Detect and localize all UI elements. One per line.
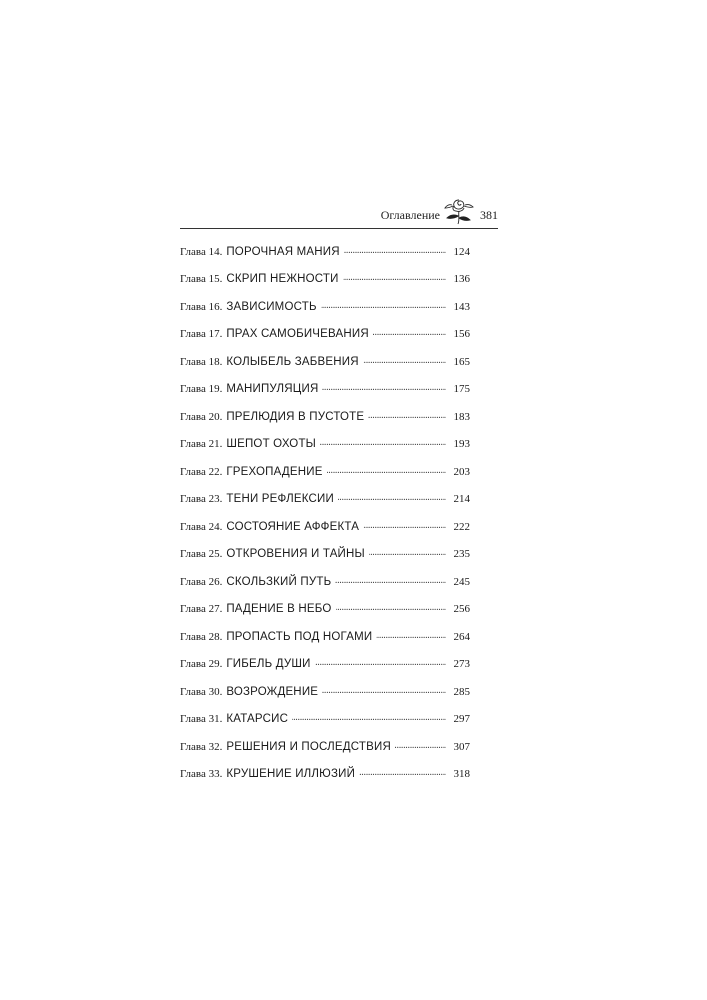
dot-leader (335, 578, 446, 590)
chapter-title: ПОРОЧНАЯ МАНИЯ (226, 245, 340, 258)
chapter-title: ОТКРОВЕНИЯ И ТАЙНЫ (226, 548, 365, 561)
chapter-label: Глава 15. (180, 273, 223, 286)
chapter-label: Глава 26. (180, 575, 223, 588)
dot-leader (363, 523, 446, 535)
chapter-page-number: 235 (453, 548, 470, 561)
toc-entry (180, 458, 470, 486)
header-divider (180, 228, 498, 229)
chapter-label: Глава 22. (180, 465, 223, 478)
toc-entry (180, 376, 470, 404)
chapter-title: ШЕПОТ ОХОТЫ (226, 438, 317, 451)
toc-entry (180, 678, 470, 706)
chapter-title: КРУШЕНИЕ ИЛЛЮЗИЙ (226, 768, 356, 781)
chapter-label: Глава 16. (180, 300, 223, 313)
dot-leader (322, 688, 446, 700)
dot-leader (373, 330, 446, 342)
chapter-page-number: 222 (453, 520, 470, 533)
dot-leader (359, 770, 446, 782)
toc-entry (180, 266, 470, 294)
table-of-contents (180, 238, 470, 788)
toc-entry (180, 761, 470, 789)
dot-leader (368, 413, 446, 425)
toc-entry (180, 733, 470, 761)
chapter-page-number: 245 (453, 575, 470, 588)
chapter-label: Глава 28. (180, 630, 223, 643)
dot-leader (336, 605, 446, 617)
chapter-label: Глава 20. (180, 410, 223, 423)
chapter-title: СКОЛЬЗКИЙ ПУТЬ (226, 575, 332, 588)
toc-entry (180, 238, 470, 266)
chapter-label: Глава 24. (180, 520, 223, 533)
chapter-label: Глава 29. (180, 658, 223, 671)
toc-entry (180, 596, 470, 624)
dot-leader (320, 440, 446, 452)
chapter-label: Глава 27. (180, 603, 223, 616)
toc-entry (180, 568, 470, 596)
chapter-label: Глава 19. (180, 383, 223, 396)
chapter-page-number: 175 (453, 383, 470, 396)
chapter-page-number: 214 (453, 493, 470, 506)
dot-leader (376, 633, 446, 645)
chapter-title: ПРОПАСТЬ ПОД НОГАМИ (226, 630, 373, 643)
chapter-page-number: 124 (453, 245, 470, 258)
chapter-label: Глава 31. (180, 713, 223, 726)
chapter-page-number: 183 (453, 410, 470, 423)
chapter-page-number: 256 (453, 603, 470, 616)
toc-entry (180, 348, 470, 376)
toc-entry (180, 486, 470, 514)
chapter-label: Глава 21. (180, 438, 223, 451)
chapter-title: ПРАХ САМОБИЧЕВАНИЯ (226, 328, 369, 341)
dot-leader (395, 743, 446, 755)
running-header (180, 196, 498, 230)
chapter-title: ГРЕХОПАДЕНИЕ (226, 465, 323, 478)
chapter-title: МАНИПУЛЯЦИЯ (226, 383, 319, 396)
chapter-label: Глава 23. (180, 493, 223, 506)
dot-leader (343, 275, 446, 287)
chapter-page-number: 193 (453, 438, 470, 451)
chapter-label: Глава 25. (180, 548, 223, 561)
chapter-title: ПРЕЛЮДИЯ В ПУСТОТЕ (226, 410, 365, 423)
chapter-page-number: 318 (453, 768, 470, 781)
chapter-label: Глава 32. (180, 740, 223, 753)
chapter-page-number: 156 (453, 328, 470, 341)
toc-entry (180, 403, 470, 431)
chapter-label: Глава 30. (180, 685, 223, 698)
chapter-title: ВОЗРОЖДЕНИЕ (226, 685, 319, 698)
chapter-page-number: 165 (453, 355, 470, 368)
chapter-title: СОСТОЯНИЕ АФФЕКТА (226, 520, 360, 533)
dot-leader (369, 550, 446, 562)
chapter-title: СКРИП НЕЖНОСТИ (226, 273, 339, 286)
header-title: Оглавление (380, 208, 440, 222)
dot-leader (338, 495, 446, 507)
toc-entry (180, 321, 470, 349)
chapter-label: Глава 33. (180, 768, 223, 781)
toc-entry (180, 623, 470, 651)
chapter-page-number: 264 (453, 630, 470, 643)
chapter-label: Глава 17. (180, 328, 223, 341)
chapter-label: Глава 18. (180, 355, 223, 368)
toc-entry (180, 293, 470, 321)
chapter-title: РЕШЕНИЯ И ПОСЛЕДСТВИЯ (226, 740, 391, 753)
dot-leader (321, 303, 446, 315)
chapter-page-number: 297 (453, 713, 470, 726)
dot-leader (363, 358, 446, 370)
toc-entry (180, 706, 470, 734)
chapter-page-number: 285 (453, 685, 470, 698)
chapter-page-number: 273 (453, 658, 470, 671)
chapter-page-number: 203 (453, 465, 470, 478)
dot-leader (327, 468, 446, 480)
chapter-label: Глава 14. (180, 245, 223, 258)
chapter-page-number: 307 (453, 740, 470, 753)
chapter-title: ТЕНИ РЕФЛЕКСИИ (226, 493, 334, 506)
toc-entry (180, 431, 470, 459)
chapter-title: КОЛЫБЕЛЬ ЗАБВЕНИЯ (226, 355, 359, 368)
chapter-title: КАТАРСИС (226, 713, 289, 726)
toc-entry (180, 651, 470, 679)
dot-leader (292, 715, 446, 727)
chapter-page-number: 143 (453, 300, 470, 313)
dot-leader (315, 660, 446, 672)
dot-leader (344, 248, 446, 260)
chapter-title: ЗАВИСИМОСТЬ (226, 300, 317, 313)
chapter-page-number: 136 (453, 273, 470, 286)
header-page-number: 381 (480, 208, 498, 222)
chapter-title: ПАДЕНИЕ В НЕБО (226, 603, 332, 616)
dot-leader (322, 385, 446, 397)
chapter-title: ГИБЕЛЬ ДУШИ (226, 658, 311, 671)
toc-entry (180, 541, 470, 569)
toc-entry (180, 513, 470, 541)
rose-flower-icon (442, 196, 476, 226)
